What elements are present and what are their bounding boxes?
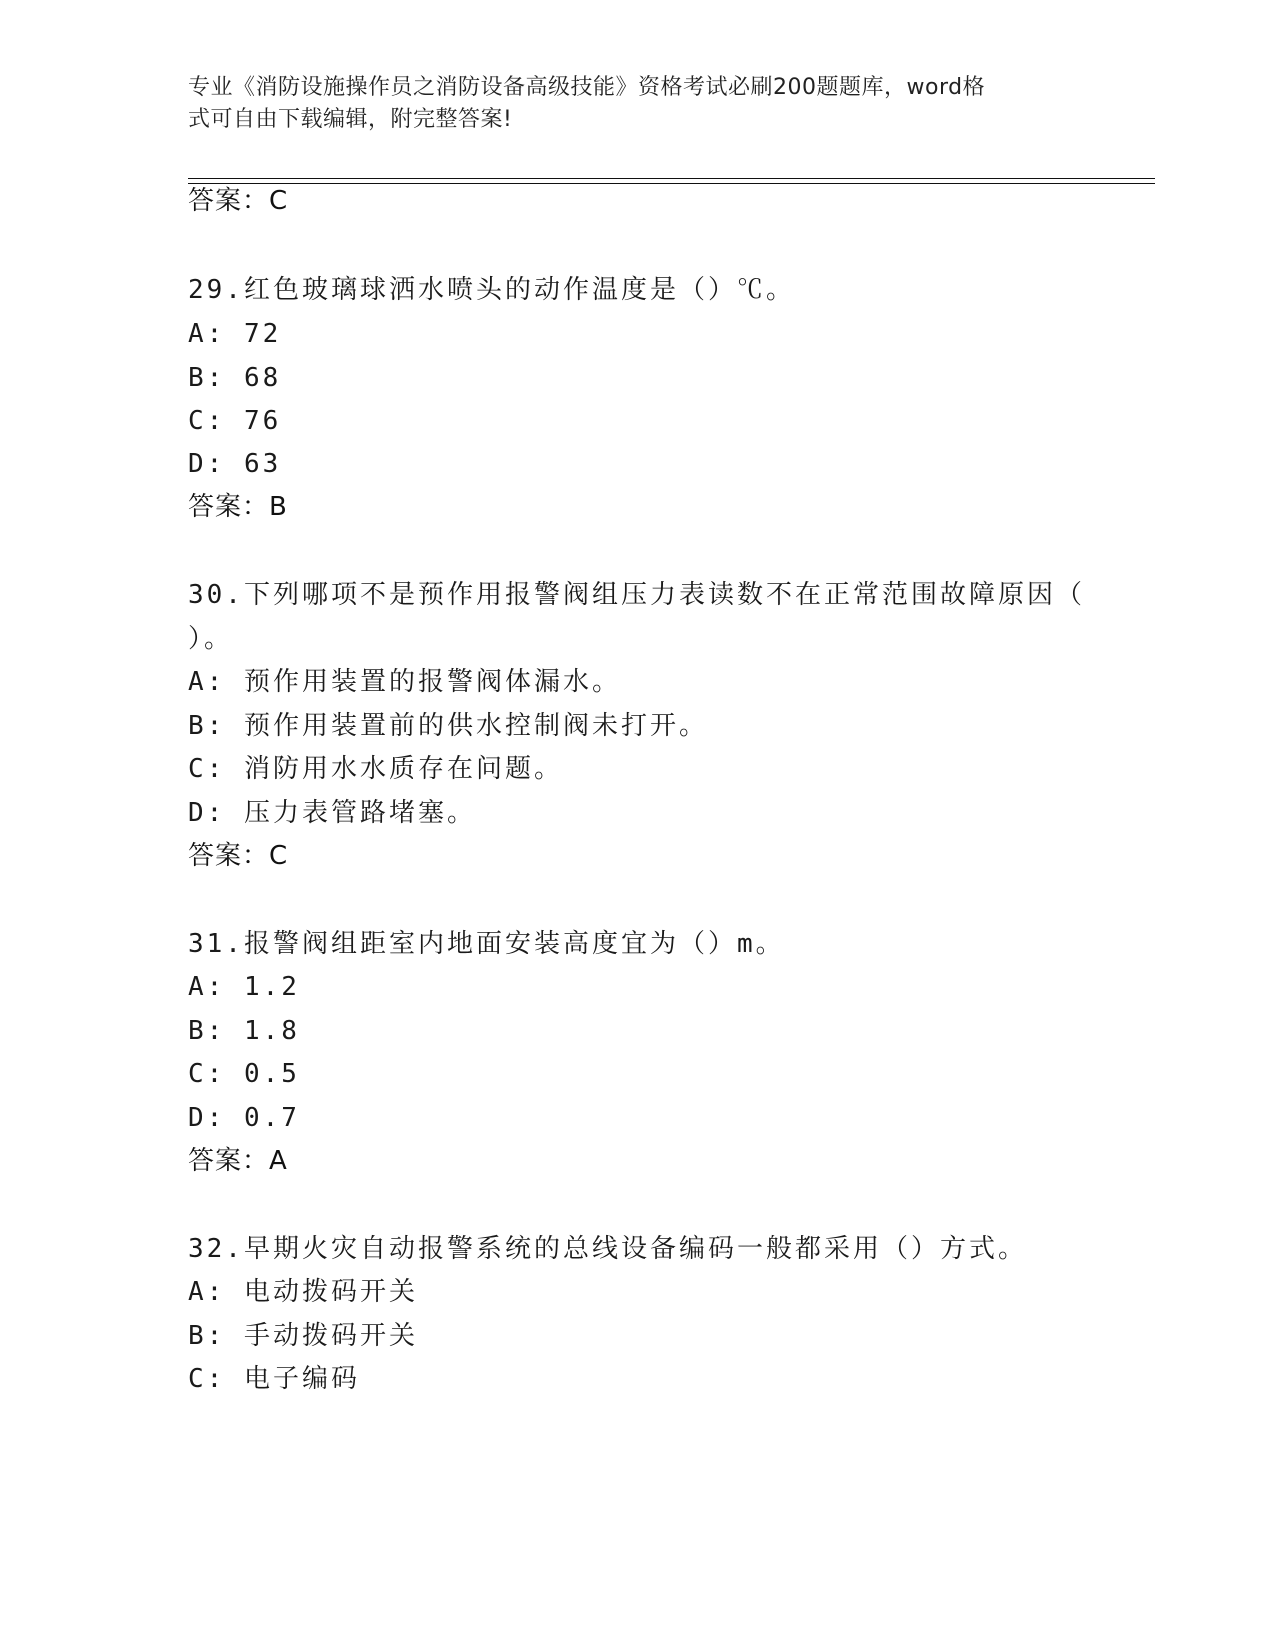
- question-31-option-a: A: 1.2: [188, 972, 300, 1002]
- question-31-stem: 31.报警阀组距室内地面安装高度宜为（）m。: [188, 929, 785, 959]
- question-31-option-c: C: 0.5: [188, 1059, 300, 1089]
- question-30-stem-line-2: ）。: [188, 624, 234, 654]
- question-32-stem: 32.早期火灾自动报警系统的总线设备编码一般都采用（）方式。: [188, 1234, 1027, 1264]
- question-32-option-b: B: 手动拨码开关: [188, 1321, 418, 1351]
- question-29-option-d: D: 63: [188, 449, 282, 479]
- question-29-stem: 29.红色玻璃球洒水喷头的动作温度是（）℃。: [188, 275, 795, 305]
- question-31-answer: 答案：A: [188, 1146, 288, 1176]
- question-31-option-b: B: 1.8: [188, 1016, 300, 1046]
- header-line-1: 专业《消防设施操作员之消防设备高级技能》资格考试必刷200题题库，word格: [188, 75, 986, 100]
- question-29-option-a: A: 72: [188, 319, 282, 349]
- question-31-option-d: D: 0.7: [188, 1103, 300, 1133]
- question-30-answer: 答案：C: [188, 841, 289, 871]
- question-32-option-c: C: 电子编码: [188, 1364, 360, 1394]
- question-32-option-a: A: 电动拨码开关: [188, 1277, 418, 1307]
- previous-answer: 答案：C: [188, 186, 289, 216]
- header-line-2: 式可自由下载编辑，附完整答案!: [188, 107, 513, 132]
- question-30-option-c: C: 消防用水水质存在问题。: [188, 754, 563, 784]
- question-29-option-b: B: 68: [188, 363, 282, 393]
- header-divider-bottom: [188, 183, 1155, 184]
- question-30-option-a: A: 预作用装置的报警阀体漏水。: [188, 667, 621, 697]
- header-divider-top: [188, 178, 1155, 179]
- question-30-stem-line-1: 30.下列哪项不是预作用报警阀组压力表读数不在正常范围故障原因（: [188, 580, 1085, 610]
- document-header: [188, 72, 1068, 136]
- question-29-option-c: C: 76: [188, 406, 282, 436]
- question-30-option-b: B: 预作用装置前的供水控制阀未打开。: [188, 711, 708, 741]
- question-29-answer: 答案：B: [188, 492, 288, 522]
- question-30-option-d: D: 压力表管路堵塞。: [188, 798, 476, 828]
